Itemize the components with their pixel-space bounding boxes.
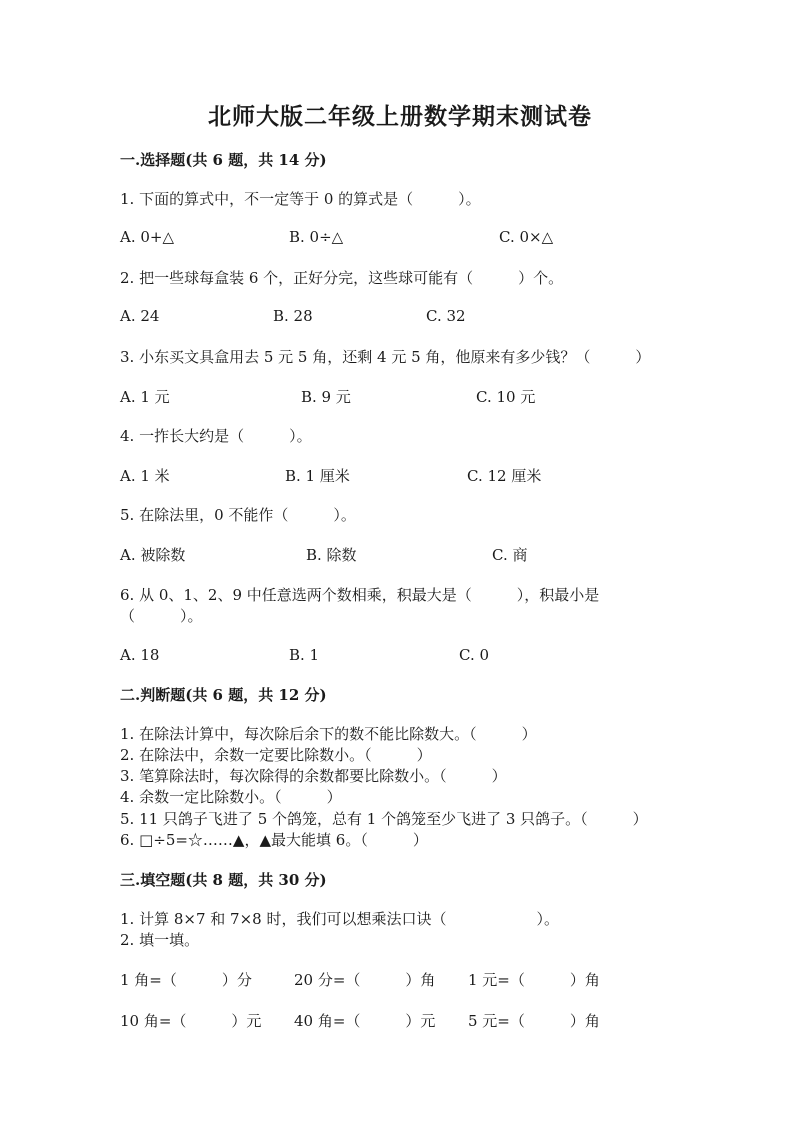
judgment-item: 2. 在除法中，余数一定要比除数小。（ ） [120, 746, 432, 764]
option-a: A. 1 元 [120, 388, 170, 406]
option-b: B. 1 厘米 [285, 467, 350, 485]
option-b: B. 1 [289, 646, 320, 664]
judgment-item: 3. 笔算除法时，每次除得的余数都要比除数小。（ ） [120, 767, 507, 785]
fill-blank: 20 分=（ ）角 [294, 971, 436, 989]
option-b: B. 9 元 [301, 388, 351, 406]
fill-item: 2. 填一填。 [120, 931, 200, 949]
option-a: A. 1 米 [120, 467, 170, 485]
question-text: 2. 把一些球每盒装 6 个，正好分完，这些球可能有（ ）个。 [120, 269, 564, 287]
option-c: C. 0×△ [499, 228, 554, 246]
option-a: A. 0+△ [120, 228, 175, 246]
option-b: B. 除数 [306, 546, 357, 564]
fill-blank: 5 元=（ ）角 [468, 1012, 600, 1030]
section-heading-fill: 三.填空题(共 8 题，共 30 分) [120, 871, 327, 889]
section-heading-judgment: 二.判断题(共 6 题，共 12 分) [120, 686, 327, 704]
option-c: C. 12 厘米 [467, 467, 542, 485]
question-text: 3. 小东买文具盒用去 5 元 5 角，还剩 4 元 5 角，他原来有多少钱？（ ） [120, 348, 651, 366]
question-text-continued: （ ）。 [120, 607, 203, 625]
option-a: A. 18 [120, 646, 160, 664]
option-c: C. 商 [492, 546, 528, 564]
judgment-item: 6. □÷5=☆……▲，▲最大能填 6。（ ） [120, 831, 428, 849]
section-heading-choice: 一.选择题(共 6 题，共 14 分) [120, 151, 327, 169]
fill-blank: 40 角=（ ）元 [294, 1012, 436, 1030]
option-b: B. 0÷△ [289, 228, 344, 246]
judgment-item: 5. 11 只鸽子飞进了 5 个鸽笼，总有 1 个鸽笼至少飞进了 3 只鸽子。（ ） [120, 810, 648, 828]
fill-blank: 10 角=（ ）元 [120, 1012, 262, 1030]
fill-item: 1. 计算 8×7 和 7×8 时，我们可以想乘法口诀（ ）。 [120, 910, 559, 928]
question-text: 1. 下面的算式中，不一定等于 0 的算式是（ ）。 [120, 190, 481, 208]
judgment-item: 4. 余数一定比除数小。（ ） [120, 788, 342, 806]
option-c: C. 32 [426, 307, 466, 325]
page-title: 北师大版二年级上册数学期末测试卷 [208, 103, 592, 130]
question-text: 6. 从 0、1、2、9 中任意选两个数相乘，积最大是（ ），积最小是 [120, 586, 600, 604]
option-b: B. 28 [273, 307, 313, 325]
option-a: A. 被除数 [120, 546, 186, 564]
option-a: A. 24 [120, 307, 160, 325]
fill-blank: 1 角=（ ）分 [120, 971, 252, 989]
judgment-item: 1. 在除法计算中，每次除后余下的数不能比除数大。（ ） [120, 725, 537, 743]
fill-blank: 1 元=（ ）角 [468, 971, 600, 989]
option-c: C. 0 [459, 646, 490, 664]
question-text: 4. 一拃长大约是（ ）。 [120, 427, 312, 445]
option-c: C. 10 元 [476, 388, 536, 406]
question-text: 5. 在除法里，0 不能作（ ）。 [120, 506, 356, 524]
